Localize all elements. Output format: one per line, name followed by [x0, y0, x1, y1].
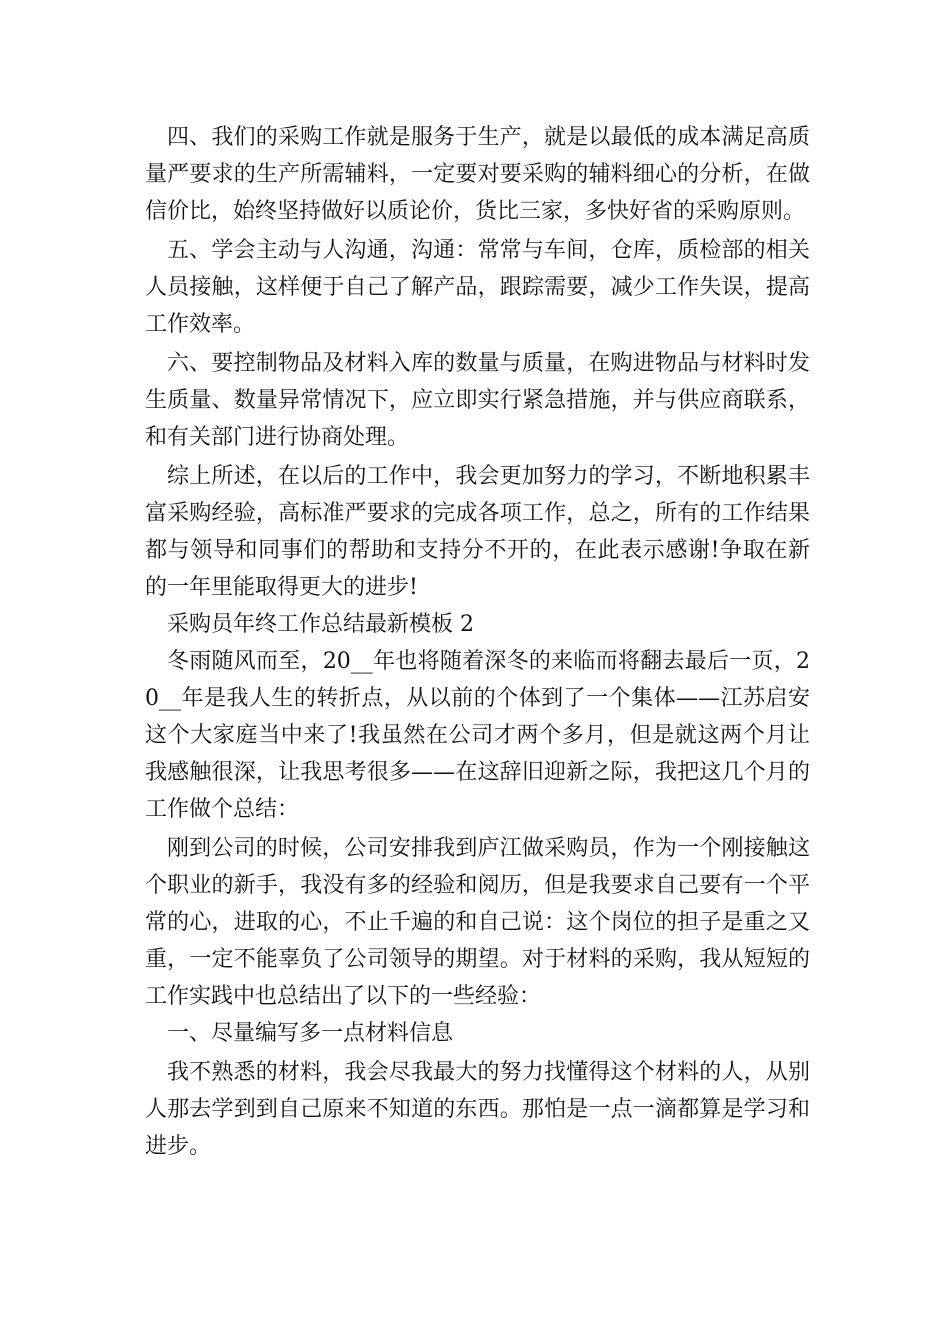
document-body — [145, 119, 810, 1165]
paragraph-five: 五、学会主动与人沟通，沟通：常常与车间，仓库，质检部的相关人员接触，这样便于自己了解产品，跟踪需要，减少工作失误，提高工作效率。 — [145, 238, 810, 337]
paragraph-arrival: 刚到公司的时候，公司安排我到庐江做采购员，作为一个刚接触这个职业的新手，我没有多的经验和阅历，但是我要求自己要有一个平常的心，进取的心，不止千遍的和自己说：这个岗位的担子是重之又重，一定不能辜负了公司领导的期望。对于材料的采购，我从短短的工作实践中也总结出了以下的一些经验： — [145, 836, 810, 1009]
section-title: 采购员年终工作总结最新模板 2 — [167, 612, 474, 637]
paragraph-four: 四、我们的采购工作就是服务于生产，就是以最低的成本满足高质量严要求的生产所需辅料，一定要对要采购的辅料细心的分析，在做信价比，始终坚持做好以质论价，货比三家，多快好省的采购原则。 — [145, 125, 810, 224]
paragraph-summary: 综上所述，在以后的工作中，我会更加努力的学习，不断地积累丰富采购经验，高标准严要求的完成各项工作，总之，所有的工作结果都与领导和同事们的帮助和支持分不开的，在此表示感谢!争取在新的一年里能取得更大的进步! — [145, 464, 810, 600]
paragraph-six: 六、要控制物品及材料入库的数量与质量，在购进物品与材料时发生质量、数量异常情况下，应立即实行紧急措施，并与供应商联系，和有关部门进行协商处理。 — [145, 351, 810, 450]
paragraph-learning: 我不熟悉的材料，我会尽我最大的努力找懂得这个材料的人，从别人那去学到到自己原来不知道的东西。那怕是一点一滴都算是学习和进步。 — [145, 1060, 810, 1159]
subheading-one: 一、尽量编写多一点材料信息 — [167, 1021, 454, 1046]
paragraph-intro: 冬雨随风而至，20__年也将随着深冬的来临而将翻去最后一页，20__年是我人生的转折点，从以前的个体到了一个集体——江苏启安这个大家庭当中来了!我虽然在公司才两个多月，但是就这两个月让我感触很深，让我思考很多——在这辞旧迎新之际，我把这几个月的工作做个总结： — [145, 649, 810, 822]
